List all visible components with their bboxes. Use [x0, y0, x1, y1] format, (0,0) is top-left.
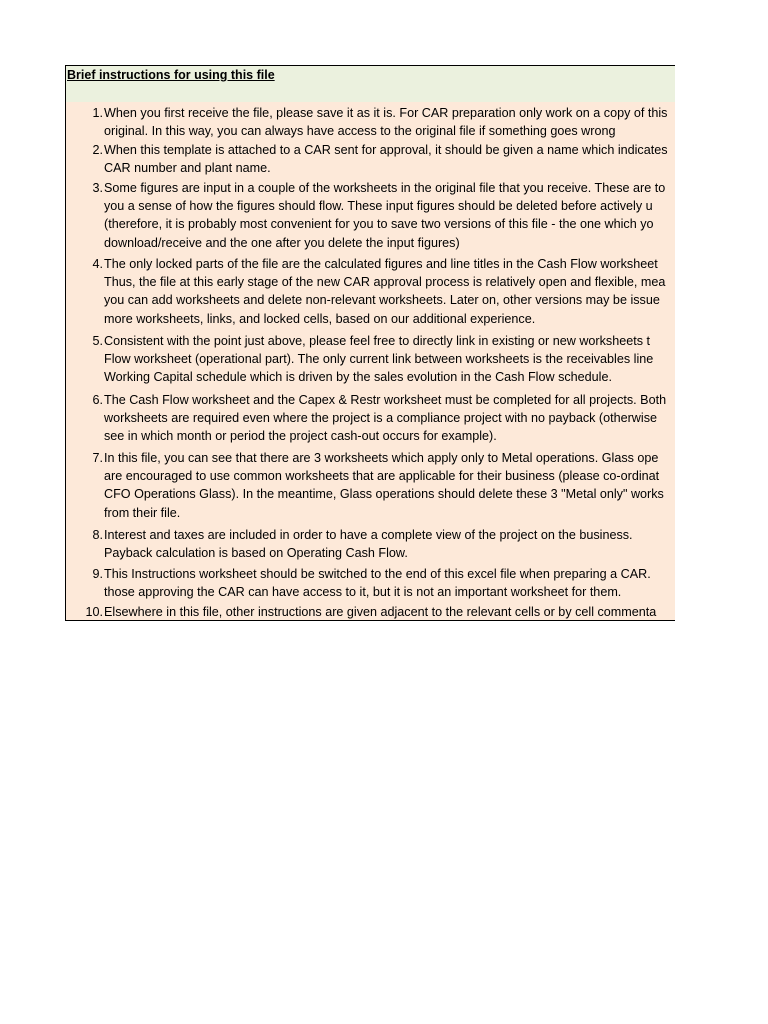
item-line: original. In this way, you can always have access to the original file if something goes wrong	[104, 124, 616, 139]
item-line: you a sense of how the figures should flow. These input figures should be deleted before actively u	[104, 199, 653, 214]
item-line: those approving the CAR can have access to it, but it is not an important worksheet for them.	[104, 585, 622, 600]
title-cell[interactable]	[66, 66, 675, 102]
item-text	[104, 565, 675, 601]
item-line: When you first receive the file, please save it as it is. For CAR preparation only work on a copy of this	[104, 106, 668, 120]
instructions-heading: Brief instructions for using this file	[67, 68, 275, 82]
item-number: 9.	[92, 567, 103, 581]
item-number: 7.	[92, 451, 103, 465]
item-line: from their file.	[104, 505, 181, 520]
item-line: The only locked parts of the file are the calculated figures and line titles in the Cash Flow worksheet	[104, 257, 658, 271]
item-text	[104, 141, 675, 177]
item-text	[104, 179, 675, 252]
item-line: When this template is attached to a CAR sent for approval, it should be given a name which indicates	[104, 143, 668, 157]
item-number: 5.	[92, 334, 103, 348]
item-line: This Instructions worksheet should be switched to the end of this excel file when preparing a CAR.	[104, 567, 651, 581]
item-line: Payback calculation is based on Operating Cash Flow.	[104, 546, 408, 561]
item-line: see in which month or period the project cash-out occurs for example).	[104, 429, 497, 444]
item-text	[104, 255, 675, 328]
item-number: 3.	[92, 181, 103, 195]
item-line: download/receive and the one after you delete the input figures)	[104, 235, 460, 250]
item-text	[104, 526, 675, 562]
item-number: 10.	[85, 605, 103, 619]
item-number: 1.	[92, 106, 103, 120]
item-line: worksheets are required even where the project is a compliance project with no payback (otherwise	[104, 411, 658, 426]
item-text	[104, 332, 675, 387]
item-line: In this file, you can see that there are 3 worksheets which apply only to Metal operations. Glass ope	[104, 451, 659, 465]
item-line: are encouraged to use common worksheets that are applicable for their business (please co-ordinat	[104, 469, 660, 484]
item-line: more worksheets, links, and locked cells, based on our additional experience.	[104, 311, 536, 326]
item-line: CAR number and plant name.	[104, 161, 271, 176]
item-line: Consistent with the point just above, please feel free to directly link in existing or new worksheets t	[104, 334, 651, 348]
item-line: Thus, the file at this early stage of the new CAR approval process is relatively open and flexible, mea	[104, 275, 666, 290]
item-number: 4.	[92, 257, 103, 271]
item-text	[104, 104, 675, 140]
instructions-sheet	[65, 65, 675, 621]
item-text	[104, 449, 675, 522]
item-line: (therefore, it is probably most convenient for you to save two versions of this file - the one which yo	[104, 217, 654, 232]
item-line: Elsewhere in this file, other instructions are given adjacent to the relevant cells or by cell commenta	[104, 605, 657, 619]
item-text	[104, 603, 675, 621]
item-line: you can add worksheets and delete non-relevant worksheets. Later on, other versions may be issue	[104, 293, 660, 308]
item-line: The Cash Flow worksheet and the Capex & Restr worksheet must be completed for all projects. Both	[104, 393, 667, 407]
item-line: Flow worksheet (operational part). The only current link between worksheets is the receivables line	[104, 352, 654, 367]
item-line: Working Capital schedule which is driven by the sales evolution in the Cash Flow schedule.	[104, 370, 612, 385]
item-text	[104, 391, 675, 446]
item-number: 2.	[92, 143, 103, 157]
item-line: Interest and taxes are included in order to have a complete view of the project on the business.	[104, 528, 633, 542]
item-number: 6.	[92, 393, 103, 407]
item-line: Some figures are input in a couple of the worksheets in the original file that you receive. These are to	[104, 181, 666, 195]
item-number: 8.	[92, 528, 103, 542]
item-line: CFO Operations Glass). In the meantime, Glass operations should delete these 3 "Metal only" works	[104, 487, 664, 502]
